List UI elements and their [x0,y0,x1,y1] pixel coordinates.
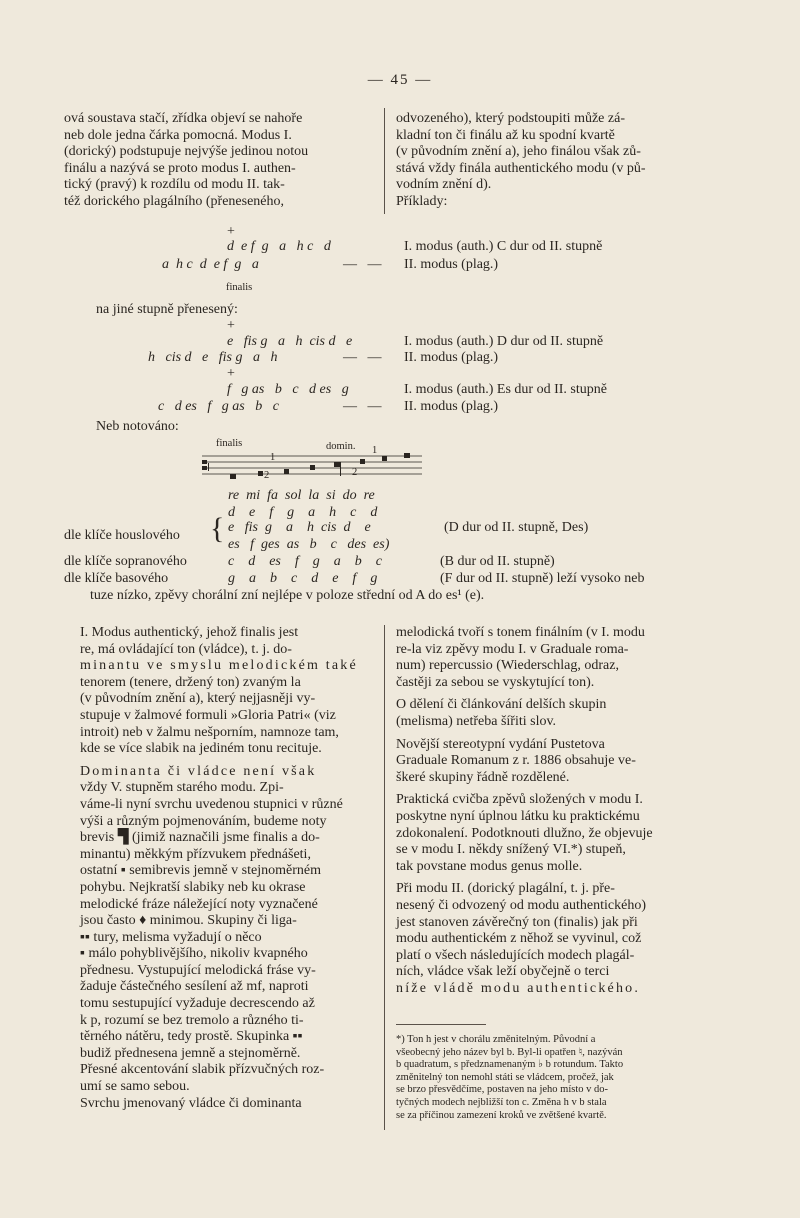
column-rule [384,625,385,1130]
staff-number-2b: 2 [352,467,358,478]
footnote-line: se brzo přesvědčíme, postaven na jeho místo v do- [396,1084,608,1096]
staff-number-1: 1 [270,452,276,463]
text-line: Graduale Romanum z r. 1886 obsahuje ve- [396,753,636,769]
footnote-line: změnitelný ton nemohl státi se vládcem, pročež, jak [396,1071,614,1083]
finalis-label: finalis [226,282,253,293]
ex2-row1: e fis g a h cis d e [227,334,353,349]
brace: { [210,512,225,545]
ex3-row1-label: I. modus (auth.) Es dur od II. stupně [404,382,607,397]
text-line: škeré skupiny řádně rozdělené. [396,769,570,785]
text-line: minantu) měkkým přízvukem přednášeti, [80,846,311,862]
soprano-note: (B dur od II. stupně) [440,554,555,569]
bottom-right-column [396,625,716,997]
text-line: zdokonalení. Podotknouti dlužno, že objevuje [396,825,653,841]
text-line: (v původním znění a), který nejjasněji vy- [80,691,316,707]
solfege-row: re mi fa sol la si do re [228,488,375,503]
text-line: neb dole jedna čárka pomocná. Modus I. [64,127,292,143]
text-line: umí se samo sebou. [80,1079,190,1095]
text-line: odvozeného), který podstoupiti může zá- [396,111,625,126]
text-line: častěji za sebou se vyskytující ton). [396,674,595,690]
footnote-line: se za příčinou zamezení kroků ve zvětšené kvartě. [396,1109,607,1121]
footnote-line: b quadratum, s předznamenaným ♭ b rotundum. Takto [396,1059,624,1071]
text-line: minantu ve smyslu melodickém také [80,658,358,674]
text-line: poskytne nyní úplnou látku ku praktickému [396,808,640,824]
text-line: kladní ton či finálu až ku spodní kvartě [396,127,615,143]
text-line: (v původním znění a), jeho finálou však zů- [396,144,641,160]
footnote-line: všeobecný jeho název byl b. Byl-li opatřen ♮, nazýván [396,1046,623,1058]
transposed-intro: na jiné stupně přenesený: [96,302,238,317]
text-line: těrného nátěru, tedy prostě. Skupinka ▪▪ [80,1029,303,1045]
treble-row2: es f ges as b c des es) [228,537,390,552]
footnote-line: tyčných modech nejbližší ton c. Změna h v b stala [396,1096,607,1108]
ex2-row2: h cis d e fis g a h [148,350,278,365]
text-line: jsou často ♦ minimou. Skupiny či liga- [80,913,297,929]
ex3-row1: f g as b c d es g [227,382,349,397]
bass-clef-label: dle klíče basového [64,571,169,586]
bass-note: (F dur od II. stupně) leží vysoko neb [440,571,645,586]
text-line: níže vládě modu authentického. [396,980,641,996]
text-line: I. Modus authentický, jehož finalis jest [80,625,299,640]
text-line: váme-li nyní svrchu uvedenou stupnici v různé [80,796,343,812]
text-line: Novější stereotypní vydání Pustetova [396,736,605,752]
text-line: Svrchu jmenovaný vládce či dominanta [80,1095,302,1111]
text-line: re, má ovládající ton (vládce), t. j. do- [80,641,292,657]
column-rule [384,108,385,214]
text-line: Praktická cvičba zpěvů složených v modu I. [396,792,643,808]
staff-domin-label: domin. [326,441,356,452]
text-line: tenorem (tenere, držený ton) zvaným la [80,674,301,690]
staff-number-2: 2 [264,470,270,481]
page-number: — 45 — [367,72,433,88]
ex2-row1-label: I. modus (auth.) D dur od II. stupně [404,334,604,349]
text-line: ▪ málo pohyblivějšího, nikoliv kvapného [80,946,308,962]
ex1-row2-dash: — — [343,257,382,272]
plus-mark: + [227,366,235,381]
top-left-column [64,111,374,211]
text-line: introit) neb v žalmu nešporním, namnoze tam, [80,724,339,740]
staff-finalis-label: finalis [216,438,243,449]
text-line: tický (pravý) k rozdílu od modu II. tak- [64,177,285,193]
chant-staff [202,452,422,482]
notated-intro: Neb notováno: [96,419,179,434]
text-line: finálu a nazývá se proto modus I. authen- [64,160,296,176]
text-line: ostatní ▪ semibrevis jemně v stejnoměrném [80,863,321,879]
text-line: přednesu. Vystupující melodická fráse vy- [80,962,316,978]
bass-row: g a b c d e f g [228,571,378,586]
soprano-row: c d es f g a b c [228,554,382,569]
text-line: budiž přednesena jemně a stejnoměrně. [80,1045,301,1061]
text-line: vodním znění d). [396,177,492,193]
text-line: tak povstane modus genus molle. [396,858,583,874]
text-line: Při modu II. (dorický plagální, t. j. pře- [396,881,615,897]
staff-number-1b: 1 [372,445,378,456]
bottom-left-column [80,625,372,1112]
plus-mark: + [227,224,235,239]
text-line: též dorického plagálního (přeneseného, [64,193,285,209]
text-line: Přesné akcentování slabik přízvučných roz- [80,1062,325,1078]
ex1-row1-label: I. modus (auth.) C dur od II. stupně [404,239,603,254]
ex3-row2: c d es f g as b c [158,399,279,414]
plus-mark: + [227,318,235,333]
text-line: modu authentickém z něhož se vyvinul, což [396,931,642,947]
text-line: k p, rozumí se bez tremolo a různého ti- [80,1012,304,1028]
text-line: nesený či odvozený od modu authentického) [396,897,646,913]
text-line: žaduje částečného sesílení až mf, naproti [80,979,309,995]
ex1-row2-label: II. modus (plag.) [404,257,499,272]
ex3-row2-label: II. modus (plag.) [404,399,499,414]
text-line: melodické fráze náležející noty vyznačené [80,896,318,912]
soprano-clef-label: dle klíče sopranového [64,554,187,569]
text-line: platí o všech následujících modech plagál- [396,947,635,963]
text-line: kde se více slabik na jediném tonu recituje. [80,741,322,757]
text-line: (melisma) netřeba šířiti slov. [396,713,557,729]
text-line: tomu sestupující vyžaduje decrescendo až [80,996,315,1012]
treble-clef-label: dle klíče houslového [64,528,180,543]
treble-row1: e fis g a h cis d e [228,520,371,535]
text-line: melodická tvoří s tonem finálním (v I. modu [396,625,645,640]
text-line: re-la viz zpěvy modu I. v Graduale roma- [396,641,629,657]
letter-row: d e f g a h c d [228,505,378,520]
text-line: stává vždy finála authentického modu (v pů- [396,160,646,176]
text-line: ▪▪ tury, melisma vyžadují o něco [80,929,262,945]
footnote [396,1034,716,1122]
ex3-row2-dash: — — [343,399,382,414]
ex1-row2: a h c d e f g a [162,257,259,272]
closing-line: tuze nízko, zpěvy chorální zní nejlépe v poloze střední od A do es¹ (e). [90,588,485,603]
text-line: se v modu I. někdy snížený VI.*) stupeň, [396,842,626,858]
top-right-column [396,111,726,211]
footnote-line: *) Ton h jest v chorálu změnitelným. Původní a [396,1034,596,1045]
text-line: brevis ▜ (jimiž naznačili jsme finalis a do- [80,830,320,846]
text-line: ních, vládce však leží obyčejně o terci [396,964,610,980]
text-line: (dorický) podstupuje nejvýše jedinou notou [64,144,309,160]
text-line: O dělení či článkování delších skupin [396,697,607,713]
text-line: ová soustava stačí, zřídka objeví se nahoře [64,111,303,126]
text-line: Dominanta či vládce není však [80,763,317,779]
ex2-row2-label: II. modus (plag.) [404,350,499,365]
treble-row1-note: (D dur od II. stupně, Des) [444,520,589,535]
text-line: stupuje v žalmové formuli »Gloria Patri« (viz [80,707,336,723]
footnote-rule [396,1024,486,1025]
text-line: vždy V. stupněm starého modu. Zpi- [80,780,284,796]
ex2-row2-dash: — — [343,350,382,365]
text-line: num) repercussio (Wiederschlag, odraz, [396,658,619,674]
text-line: pohybu. Nejkratší slabiky neb ku okrase [80,879,306,895]
text-line: výši a různým pojmenováním, budeme noty [80,813,327,829]
ex1-row1: d e f g a h c d [227,239,331,254]
text-line: jest stanoven závěrečný ton (finalis) jak při [396,914,638,930]
text-line: Příklady: [396,193,448,209]
